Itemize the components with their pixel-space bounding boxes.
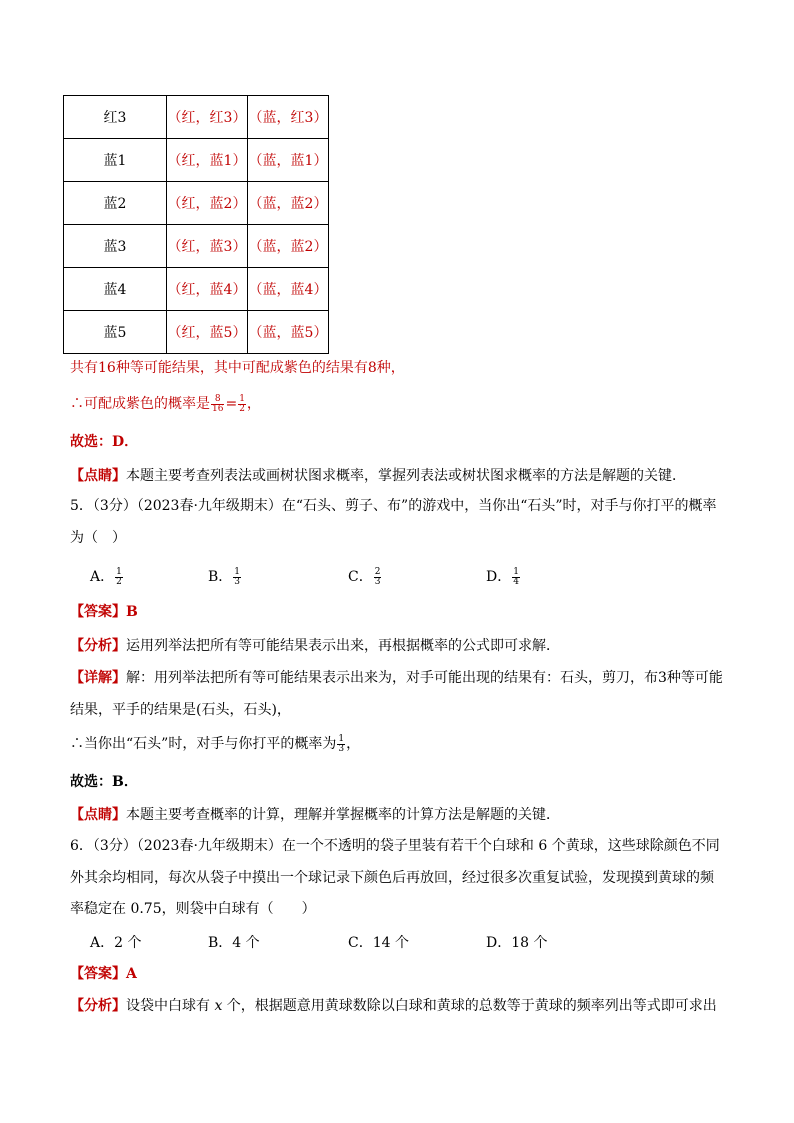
table-cell: （红，蓝4） [167, 268, 248, 311]
table-cell: （蓝，蓝1） [248, 139, 329, 182]
numerator: 8 [211, 395, 224, 405]
q5-analysis [70, 636, 560, 656]
analysis-text-a: 设袋中白球有 [126, 998, 215, 1014]
table-cell: （红，蓝2） [167, 182, 248, 225]
comment-text: 本题主要考查列表法或画树状图求概率，掌握列表法或树状图求概率的方法是解题的关键． [126, 468, 686, 484]
analysis-tag: 【分析】 [70, 638, 126, 654]
table-row-header-cell: 蓝4 [64, 268, 167, 311]
answer-tag: 【答案】 [70, 604, 126, 620]
table-cell: （蓝，蓝2） [248, 182, 329, 225]
table-cell: （蓝，蓝2） [248, 225, 329, 268]
q5-comment [70, 805, 560, 825]
q6-option: A．2 个 [90, 935, 142, 951]
comment-text: 本题主要考查概率的计算，理解并掌握概率的计算方法是解题的关键． [126, 807, 560, 823]
table-cell: （蓝，蓝5） [248, 311, 329, 354]
table-row [64, 96, 329, 139]
option-fraction [115, 568, 123, 587]
answer-value: A [126, 966, 137, 982]
numerator: 1 [338, 733, 345, 744]
q6-answer [70, 964, 137, 984]
q4-prob-prefix: ∴可配成紫色的概率是 [70, 396, 210, 412]
q5-answer [70, 602, 138, 622]
q6-stem-line3: 率稳定在 0.75，则袋中白球有（ ） [70, 901, 316, 917]
q6-stem-line2: 外其余均相同，每次从袋子中摸出一个球记录下颜色后再放回，经过很多次重复试验，发现摸到黄球的频 [70, 870, 714, 886]
numerator: 1 [513, 566, 519, 577]
q4-fraction-2 [238, 395, 246, 414]
q4-result-line: 共有16种等可能结果，其中可配成紫色的结果有8种， [70, 360, 405, 376]
table-row-header-cell: 蓝5 [64, 311, 167, 354]
q5-choice: 故选：B． [70, 774, 138, 790]
option-fraction [374, 568, 382, 587]
q6-option: C．14 个 [348, 935, 409, 951]
q5-option [208, 566, 242, 587]
table-row-header-cell: 红3 [64, 96, 167, 139]
denominator: 3 [234, 576, 241, 587]
table-cell: （红，蓝3） [167, 225, 248, 268]
table-row [64, 225, 329, 268]
comment-tag: 【点睛】 [70, 468, 126, 484]
q6-option: B．4 个 [208, 935, 260, 951]
option-label: B． [208, 569, 233, 585]
numerator: 2 [374, 566, 381, 577]
comment-tag: 【点睛】 [70, 807, 126, 823]
q5-detail-fraction [337, 735, 345, 754]
answer-tag: 【答案】 [70, 966, 126, 982]
table-row-header-cell: 蓝2 [64, 182, 167, 225]
table-cell: （红，蓝1） [167, 139, 248, 182]
q6-stem-line1: 6．（3分）（2023春·九年级期末）在一个不透明的袋子里装有若干个白球和 6 个黄球，这些球除颜色不同 [70, 838, 720, 854]
q6-analysis [70, 996, 717, 1016]
q4-fraction-1 [211, 395, 224, 414]
table-cell: （蓝，红3） [248, 96, 329, 139]
table-row [64, 139, 329, 182]
denominator: 16 [212, 403, 224, 414]
q4-prob-suffix: ， [246, 396, 261, 412]
table-row [64, 182, 329, 225]
analysis-tag: 【分析】 [70, 998, 126, 1014]
q5-detail-line1 [70, 668, 723, 688]
table-cell: （红，红3） [167, 96, 248, 139]
q4-comment [70, 466, 686, 486]
q5-detail-line2: 结果，平手的结果是(石头，石头)， [70, 702, 291, 718]
denominator: 3 [374, 576, 381, 587]
denominator: 4 [513, 576, 519, 587]
equals-sign: = [225, 396, 238, 412]
option-label: D． [486, 569, 512, 585]
option-fraction [233, 568, 241, 587]
q5-detail-probability [70, 734, 360, 754]
analysis-text: 运用列举法把所有等可能结果表示出来，再根据概率的公式即可求解． [126, 638, 560, 654]
table-row-header-cell: 蓝1 [64, 139, 167, 182]
q4-choice: 故选：D． [70, 434, 139, 450]
denominator: 3 [338, 743, 345, 754]
table-row-header-cell: 蓝3 [64, 225, 167, 268]
detail-prob-prefix: ∴当你出“石头”时，对手与你打平的概率为 [70, 736, 337, 752]
q4-probability-line [70, 394, 261, 414]
detail-text: 解：用列举法把所有等可能结果表示出来为，对手可能出现的结果有：石头，剪刀，布3种等可能 [126, 670, 723, 686]
option-label: C． [348, 569, 373, 585]
table-cell: （红，蓝5） [167, 311, 248, 354]
table-cell: （蓝，蓝4） [248, 268, 329, 311]
detail-prob-suffix: ， [346, 736, 361, 752]
detail-tag: 【详解】 [70, 670, 126, 686]
q5-option [486, 566, 521, 587]
q5-option [90, 566, 124, 587]
numerator: 1 [239, 393, 245, 404]
analysis-variable: x [214, 998, 223, 1014]
q5-stem-line1: 5．（3分）（2023春·九年级期末）在“石头、剪子、布”的游戏中，当你出“石头”时，对手与你打平的概率 [70, 498, 717, 514]
option-label: A． [90, 569, 115, 585]
table-row [64, 311, 329, 354]
q5-stem-line2: 为（ ） [70, 530, 126, 546]
option-fraction [512, 568, 520, 587]
numerator: 1 [116, 566, 122, 577]
analysis-text-b: 个，根据题意用黄球数除以白球和黄球的总数等于黄球的频率列出等式即可求出 [222, 998, 717, 1014]
q6-option: D．18 个 [486, 935, 548, 951]
table-row [64, 268, 329, 311]
answer-value: B [126, 604, 138, 620]
denominator: 2 [116, 576, 122, 587]
q5-option [348, 566, 382, 587]
outcome-table [63, 95, 329, 354]
numerator: 1 [234, 566, 241, 577]
denominator: 2 [239, 403, 245, 414]
